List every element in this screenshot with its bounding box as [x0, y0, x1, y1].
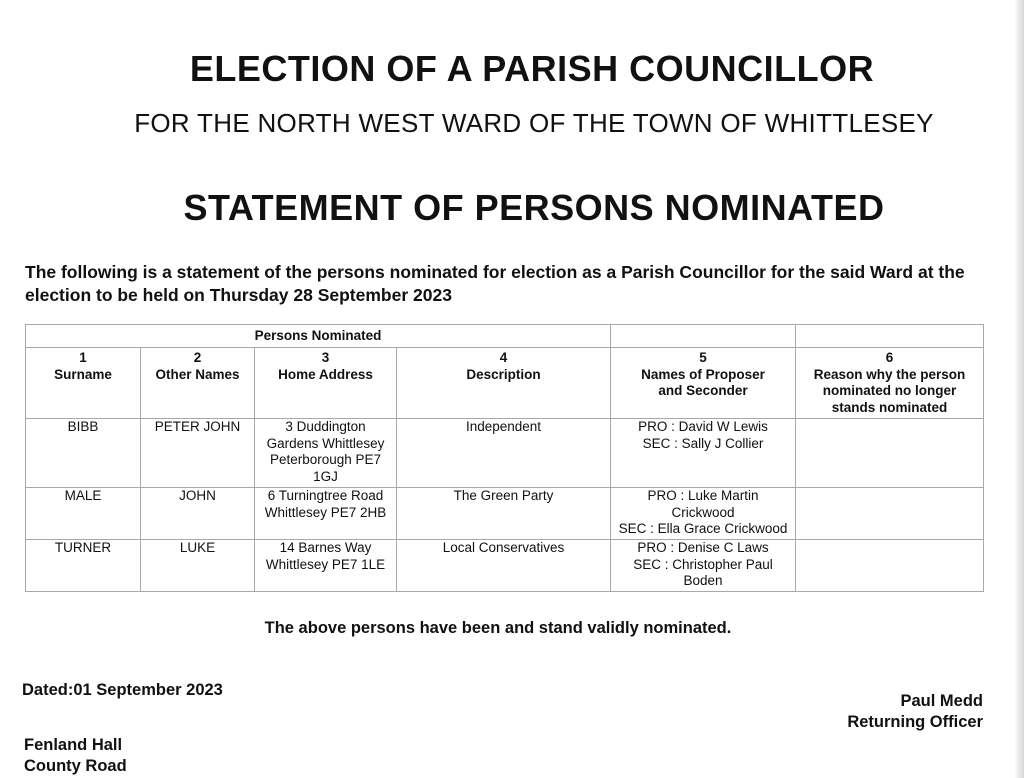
cell-description: Local Conservatives — [397, 540, 611, 592]
cell-home-address: 14 Barnes Way Whittlesey PE7 1LE — [255, 540, 397, 592]
cell-description: The Green Party — [397, 488, 611, 540]
table-row — [26, 488, 984, 540]
column-number: 1 — [79, 350, 87, 365]
proposer-name: PRO : David W Lewis — [638, 419, 768, 434]
office-address — [24, 735, 127, 777]
blank-header-cell — [796, 325, 984, 348]
cell-description: Independent — [397, 419, 611, 488]
seconder-name: SEC : Ella Grace Crickwood — [618, 521, 788, 536]
address-line: County Road — [24, 757, 127, 775]
column-label: Other Names — [155, 366, 240, 382]
column-header-proposer-seconder — [611, 348, 796, 419]
column-number: 3 — [321, 350, 330, 365]
statement-heading: STATEMENT OF PERSONS NOMINATED — [183, 187, 885, 228]
cell-other-names: PETER JOHN — [141, 419, 255, 488]
address-line: Fenland Hall — [24, 736, 123, 754]
column-label: Names of Proposer and Seconder — [641, 366, 765, 398]
cell-reason — [796, 419, 984, 488]
signatory-role: Returning Officer — [847, 713, 983, 731]
seconder-name: SEC : Christopher Paul Boden — [633, 556, 773, 588]
column-header-description — [397, 348, 611, 419]
column-header-surname — [26, 348, 141, 419]
nominations-table — [25, 324, 984, 592]
document-subtitle: FOR THE NORTH WEST WARD OF THE TOWN OF WHITTLESEY — [134, 108, 934, 138]
cell-home-address: 6 Turningtree Road Whittlesey PE7 2HB — [255, 488, 397, 540]
seconder-name: SEC : Sally J Collier — [642, 435, 764, 451]
cell-proposer-seconder — [611, 488, 796, 540]
signatory-name: Paul Medd — [900, 692, 983, 710]
cell-surname: BIBB — [26, 419, 141, 488]
dated-line — [22, 681, 223, 700]
validity-note: The above persons have been and stand validly nominated. — [264, 619, 732, 637]
table-row — [26, 540, 984, 592]
cell-surname: TURNER — [26, 540, 141, 592]
column-label: Description — [466, 366, 541, 382]
proposer-name: PRO : Luke Martin Crickwood — [647, 488, 759, 520]
column-number: 2 — [193, 350, 202, 365]
column-header-other-names — [141, 348, 255, 419]
column-number: 5 — [699, 350, 707, 365]
cell-other-names: JOHN — [141, 488, 255, 540]
table-column-header-row — [26, 348, 984, 419]
intro-paragraph: The following is a statement of the persons nominated for election as a Parish Councillor for the said Ward at the election to be held on Thursday 28 September 2023 — [25, 262, 965, 305]
persons-nominated-header: Persons Nominated — [26, 325, 611, 348]
cell-reason — [796, 540, 984, 592]
blank-header-cell — [611, 325, 796, 348]
table-group-header-row — [26, 325, 984, 348]
column-number: 4 — [499, 350, 508, 365]
column-label: Home Address — [278, 366, 373, 382]
document-title: ELECTION OF A PARISH COUNCILLOR — [189, 48, 875, 89]
cell-proposer-seconder — [611, 419, 796, 488]
table-row — [26, 419, 984, 488]
column-label: Surname — [54, 366, 112, 382]
dated-label: Dated: — [22, 681, 74, 699]
column-number: 6 — [885, 350, 894, 365]
cell-home-address: 3 Duddington Gardens Whittlesey Peterborough PE7 1GJ — [255, 419, 397, 488]
cell-proposer-seconder — [611, 540, 796, 592]
column-header-reason — [796, 348, 984, 419]
cell-surname: MALE — [26, 488, 141, 540]
cell-reason — [796, 488, 984, 540]
cell-other-names: LUKE — [141, 540, 255, 592]
dated-value: 01 September 2023 — [73, 681, 223, 699]
signature-block — [847, 691, 983, 733]
proposer-name: PRO : Denise C Laws — [637, 540, 769, 555]
column-header-home-address — [255, 348, 397, 419]
column-label: Reason why the person nominated no longer stands nominated — [813, 366, 966, 415]
